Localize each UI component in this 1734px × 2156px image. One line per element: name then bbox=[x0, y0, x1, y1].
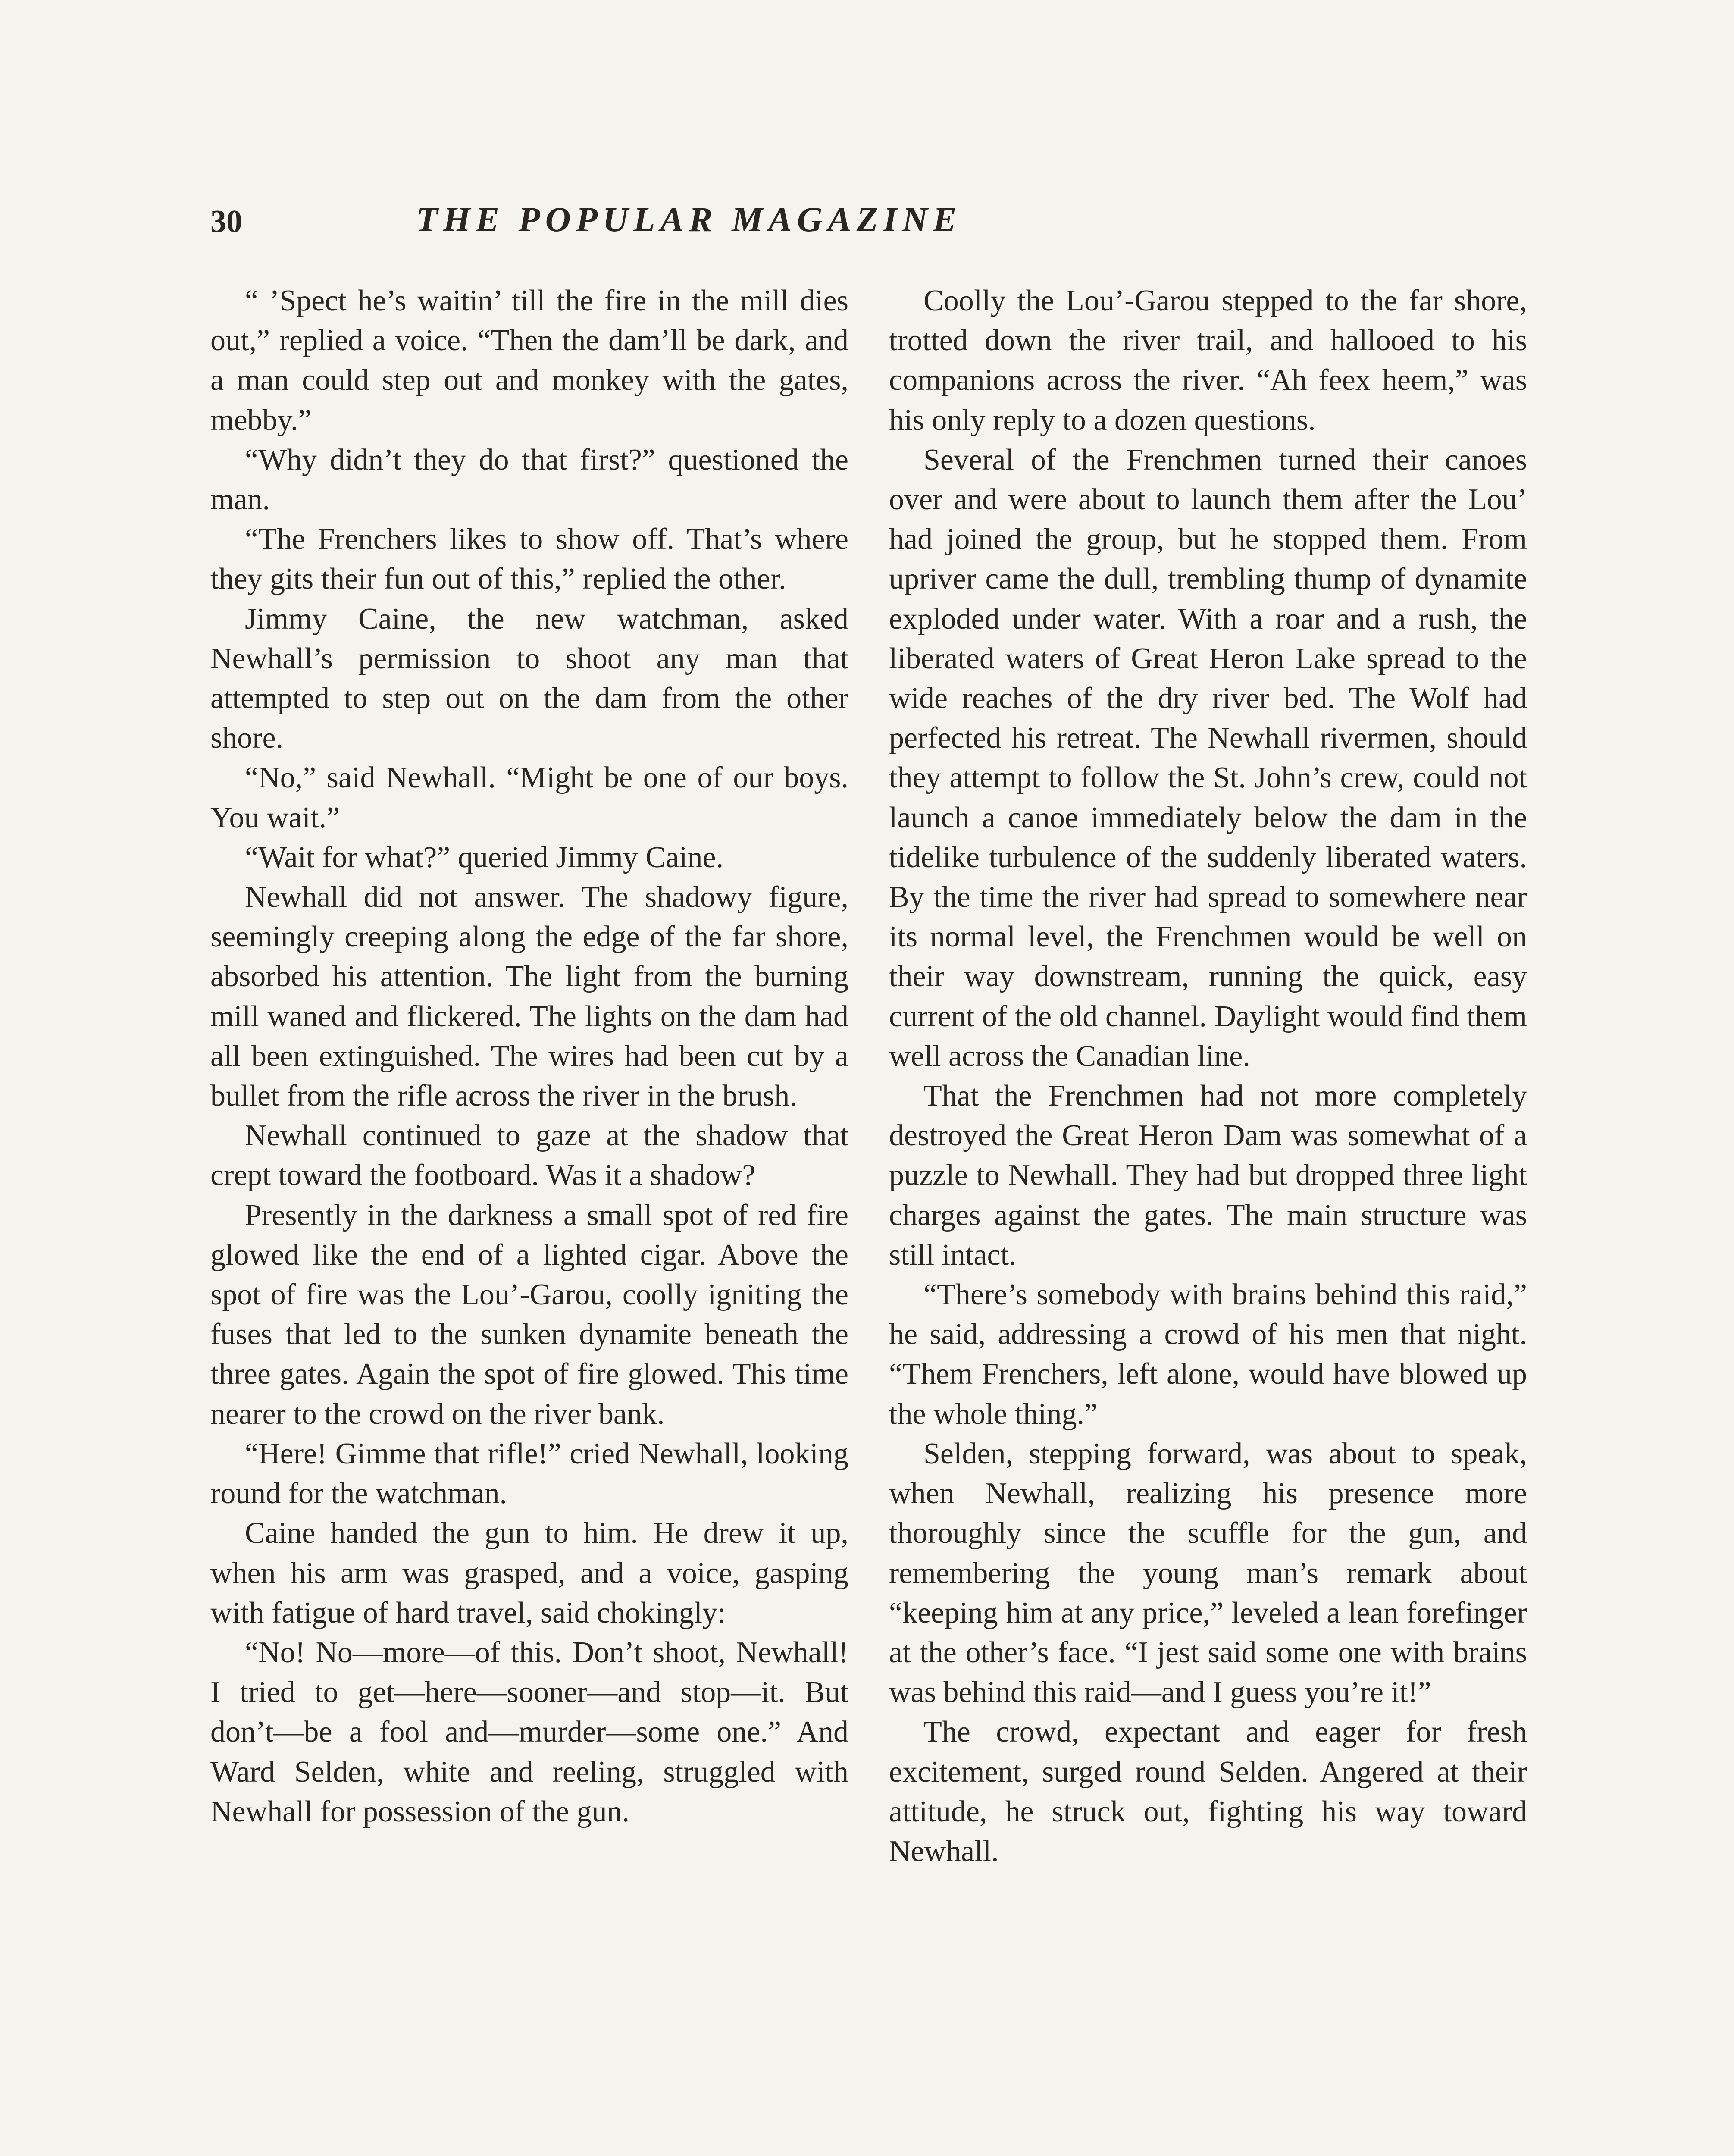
paragraph: Newhall continued to gaze at the shadow that crept toward the footboard. Was it a shadow? bbox=[210, 1119, 848, 1192]
paragraph: “No! No—more—of this. Don’t shoot, Newhall! I tried to get—here—sooner—and stop—it. But don’t—be a fool and—murder—some one.” And Ward Selden, white and reeling, struggled with Newhall for possession of the gun. bbox=[210, 1636, 848, 1828]
paragraph: “Here! Gimme that rifle!” cried Newhall, looking round for the watchman. bbox=[210, 1437, 848, 1510]
paragraph: “There’s somebody with brains behind this raid,” he said, addressing a crowd of his men that night. “Them Frenchers, left alone, would have blowed up the whole thing.” bbox=[889, 1278, 1527, 1431]
paragraph: Coolly the Lou’-Garou stepped to the far shore, trotted down the river trail, and hallooed to his companions across the river. “Ah feex heem,” was his only reply to a dozen questions. bbox=[889, 284, 1527, 437]
paragraph: “The Frenchers likes to show off. That’s where they gits their fun out of this,” replied the other. bbox=[210, 523, 848, 596]
right-column bbox=[889, 281, 1527, 1871]
paragraph: “ ’Spect he’s waitin’ till the fire in the mill dies out,” replied a voice. “Then the dam’ll be dark, and a man could step out and monkey with the gates, mebby.” bbox=[210, 284, 848, 437]
page-header bbox=[210, 199, 1167, 251]
paragraph: “Wait for what?” queried Jimmy Caine. bbox=[245, 840, 724, 874]
paragraph: “No,” said Newhall. “Might be one of our boys. You wait.” bbox=[210, 761, 848, 834]
left-column bbox=[210, 281, 848, 1832]
paragraph: Presently in the darkness a small spot of red fire glowed like the end of a lighted cigar. Above the spot of fire was the Lou’-Garou, coolly igniting the fuses that led to the sunken dynamite beneath the three gates. Again the spot of fire glowed. This time nearer to the crowd on the river bank. bbox=[210, 1198, 848, 1431]
paragraph: The crowd, expectant and eager for fresh excitement, surged round Selden. Angered at their attitude, he struck out, fighting his way toward Newhall. bbox=[889, 1715, 1527, 1868]
page-number: 30 bbox=[210, 204, 242, 239]
paragraph: Selden, stepping forward, was about to speak, when Newhall, realizing his presence more thoroughly since the scuffle for the gun, and remembering the young man’s remark about “keeping him at any price,” leveled a lean forefinger at the other’s face. “I jest said some one with brains was behind this raid—and I guess you’re it!” bbox=[889, 1437, 1527, 1709]
paragraph: Caine handed the gun to him. He drew it up, when his arm was grasped, and a voice, gasping with fatigue of hard travel, said chokingly: bbox=[210, 1517, 848, 1630]
paragraph: Newhall did not answer. The shadowy figure, seemingly creeping along the edge of the far shore, absorbed his attention. The light from the burning mill waned and flickered. The lights on the dam had all been extinguished. The wires had been cut by a bullet from the rifle across the river in the brush. bbox=[210, 881, 848, 1113]
paragraph: Jimmy Caine, the new watchman, asked Newhall’s permission to shoot any man that attempted to step out on the dam from the other shore. bbox=[210, 602, 848, 755]
paragraph: “Why didn’t they do that first?” questioned the man. bbox=[210, 443, 848, 517]
paragraph: That the Frenchmen had not more completely destroyed the Great Heron Dam was somewhat of a puzzle to Newhall. They had but dropped three light charges against the gates. The main structure was still intact. bbox=[889, 1079, 1527, 1272]
running-title: THE POPULAR MAGAZINE bbox=[416, 200, 962, 239]
paragraph: Several of the Frenchmen turned their canoes over and were about to launch them after the Lou’ had joined the group, but he stopped them. From upriver came the dull, trembling thump of dynamite exploded under water. With a roar and a rush, the liberated waters of Great Heron Lake spread to the wide reaches of the dry river bed. The Wolf had perfected his retreat. The Newhall rivermen, should they attempt to follow the St. John’s crew, could not launch a canoe immediately below the dam in the tidelike turbulence of the suddenly liberated waters. By the time the river had spread to somewhere near its normal level, the Frenchmen would be well on their way downstream, running the quick, easy current of the old channel. Daylight would find them well across the Canadian line. bbox=[889, 443, 1527, 1073]
